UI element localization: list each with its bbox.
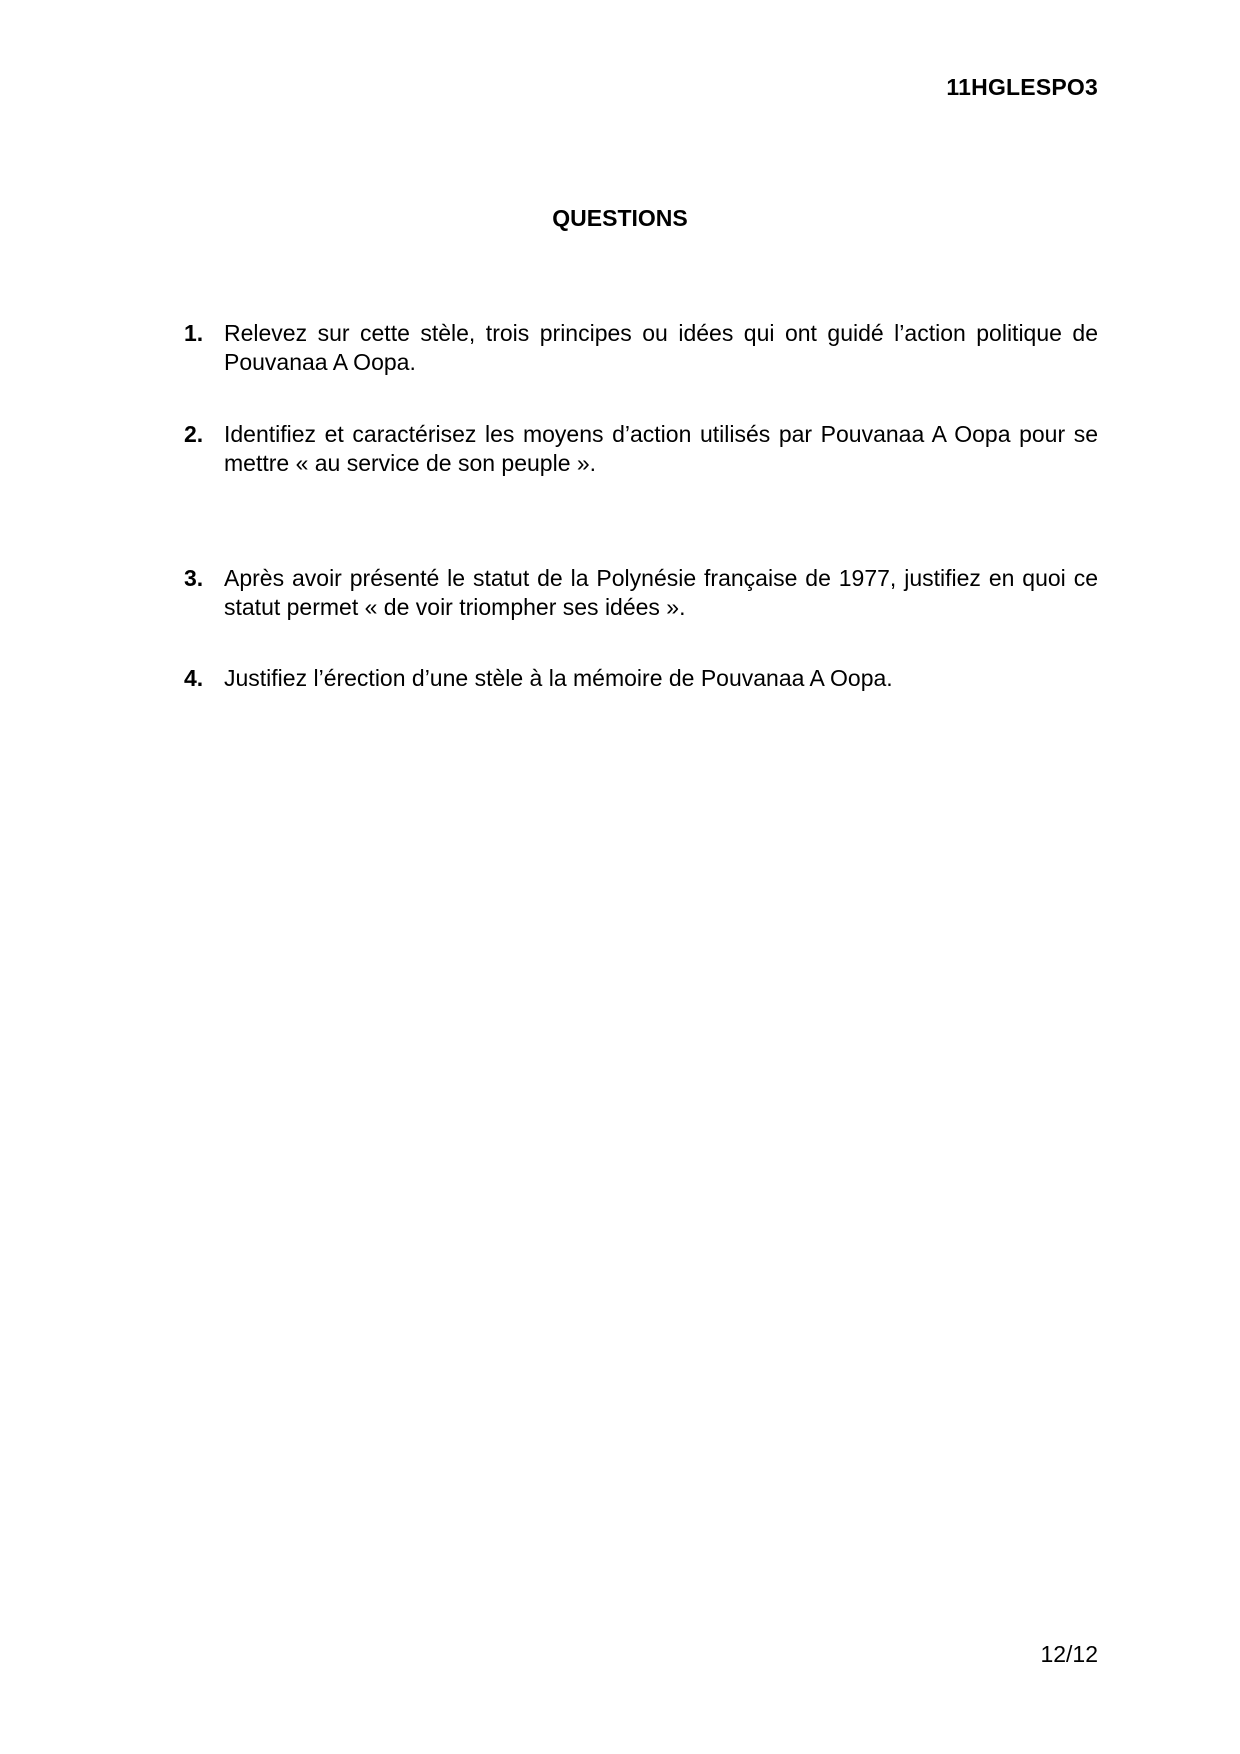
question-text: Après avoir présenté le statut de la Polynésie française de 1977, justifiez en quoi ce statut permet « de voir triompher ses idées ».	[224, 565, 1098, 620]
question-number: 3.	[184, 565, 204, 591]
question-text: Relevez sur cette stèle, trois principes ou idées qui ont guidé l’action politique de Pouvanaa A Oopa.	[224, 320, 1098, 375]
question-text: Identifiez et caractérisez les moyens d’action utilisés par Pouvanaa A Oopa pour se mettre « au service de son peuple ».	[224, 421, 1098, 476]
document-code: 11HGLESPO3	[946, 74, 1098, 100]
question-item-2	[184, 420, 1098, 478]
page-number: 12/12	[1040, 1641, 1098, 1667]
question-number: 2.	[184, 421, 204, 447]
question-item-1	[184, 319, 1098, 377]
question-number: 1.	[184, 320, 204, 346]
question-number: 4.	[184, 665, 204, 691]
question-text: Justifiez l’érection d’une stèle à la mémoire de Pouvanaa A Oopa.	[224, 665, 893, 691]
section-title: QUESTIONS	[552, 205, 688, 231]
question-item-3	[184, 564, 1098, 622]
question-item-4	[184, 664, 1098, 693]
